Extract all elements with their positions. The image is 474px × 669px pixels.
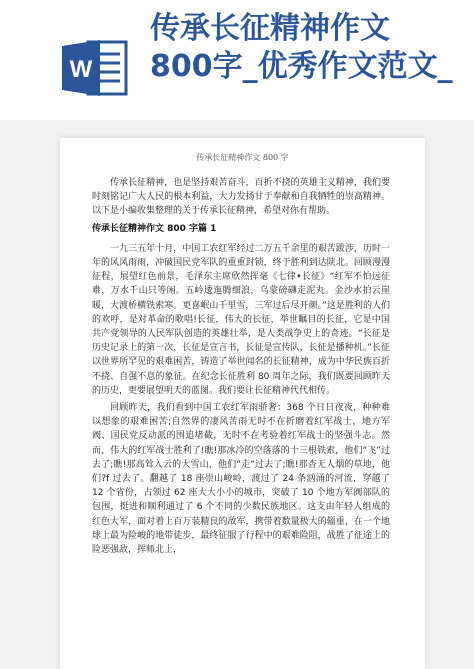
title-line-1: 传承长征精神作文 — [150, 11, 390, 46]
section-title: 传承长征精神作文 800 字篇 1 — [92, 223, 217, 234]
page-title — [150, 10, 470, 86]
document-page — [60, 138, 425, 669]
paragraph-1: 一九三五年十月，中国工农红军经过二万五千余里的艰苦跋涉，历时一年的风风雨雨，冲破国民党军队的重重封锁，终于胜利到达陕北。回顾漫漫征程，展望红色前景，毛泽东主席欣然挥毫《七律•长征》“红军不怕远征难，万水千山只等闲。五岭逶迤腾细浪，乌蒙磅礴走泥丸。金沙水拍云崖暖，大渡桥横铁索寒。更喜岷山千里雪，三军过后尽开颜。”这是胜利的人们的欢呼，是对革命的歌唱!长征，伟大的长征，举世瞩目的长征，它是中国共产党领导的人民军队创造的英雄壮举，是人类战争史上的奇迹。“长征是历史记录上的第一次，长征是宣言书，长征是宣传队，长征是播种机。”长征以世界所罕见的艰难困苦，铸造了举世闻名的长征精神，成为中华民族百折不挠、自强不息的象征。在纪念长征胜利 80 周年之际，我们既要回顾昨天的历史，更要展望明天的蓝图。我们要让长征精神代代相传。 — [92, 243, 390, 396]
document-header: 传承长征精神作文 800 字 — [196, 153, 289, 162]
title-line-2: 800字_优秀作文范文_ — [150, 49, 453, 84]
document-body — [92, 176, 390, 560]
paragraph-2: 回顾昨天，我们看到中国工农红军雨骄奢：368 个日日夜夜，种种难以想象的艰难困苦;自然界的凄风苦雨无时不在折磨着红军战士，地方军阀、国民党反动派的围追堵截，无时不在考验着红军战士的坚强斗志。然而，伟大的红军战士胜利了!瞧!那冰冷的空落落的十三根铁索，他们“飞”过去了;瞧!那高耸入云的大雪山，他们“走”过去了;瞧!那杳无人烟的草地，他们?f 过去了。翻越了 18 座崇山峻岭，渡过了 24 条汹涌的河流，穿越了 12 个省份，占领过 62 座大大小小的城市，突破了 10 个地方军阀部队的包围，挺进和顺利通过了 6 个不同的少数民族地区。这支由年轻人组成的红色大军，面对着上百万装精良的敌军，携带着数量极大的辎重，在一个地球上最为险峻的地带徒步，最终征服了行程中的艰难险阻，战胜了征途上的险恶强敌，挥师北上， — [92, 403, 390, 556]
logo-letter: W — [69, 56, 93, 83]
intro-paragraph: 传承长征精神，也是坚持艰苦奋斗，百折不挠的英雄主义精神，我们要时刻铭记广大人民的根本利益，大力发扬甘于奉献和自我牺牲的崇高精神。以下是小编收集整理的关于传承长征精神，希望对你有帮助。 — [92, 178, 390, 217]
banner — [0, 0, 474, 120]
word-document-icon — [62, 36, 128, 100]
